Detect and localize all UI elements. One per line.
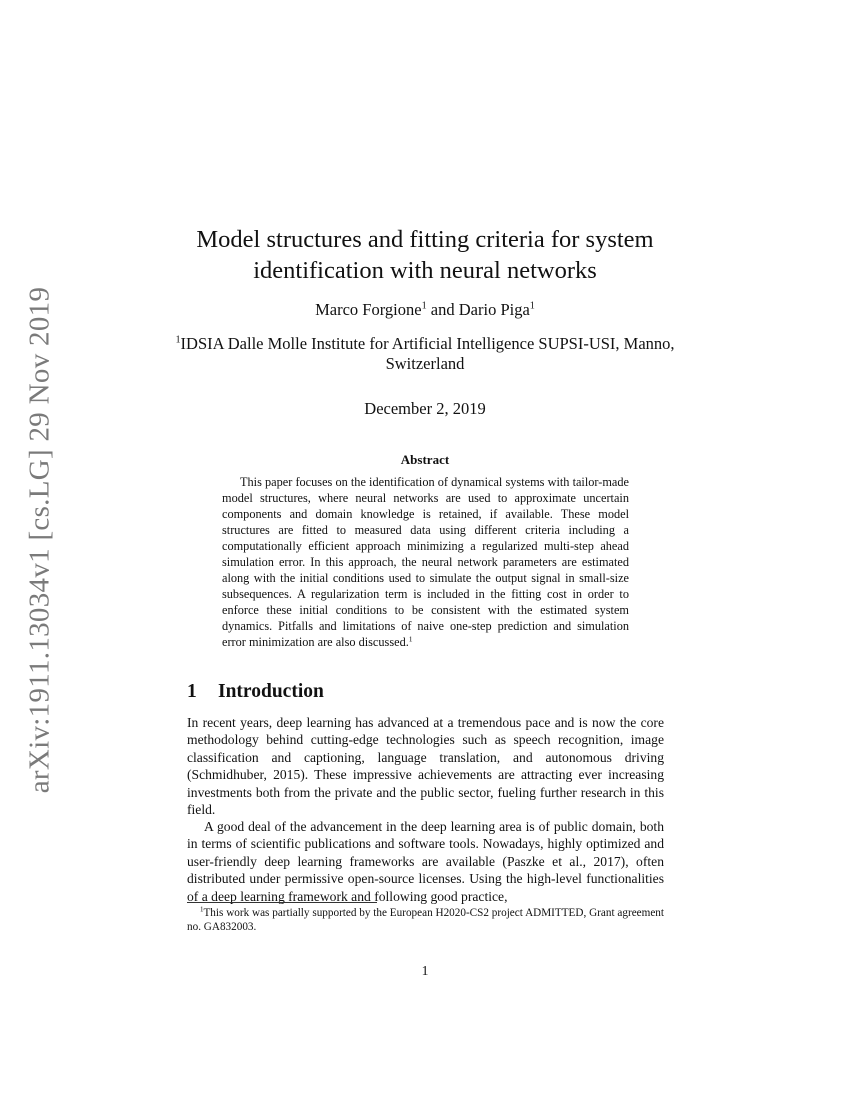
footnote-rule [187, 902, 377, 903]
abstract-body-text: This paper focuses on the identification of dynamical systems with tailor-made model structures, where neural networks are used to approximate uncertain components and domain knowledge is retained, if available. These model structures are fitted to measured data using different criteria including a computationally efficient approach minimizing a regularized multi-step ahead simulation error. In this approach, the neural network parameters are estimated along with the initial conditions used to simulate the output signal in small-size subsequences. A regularization term is included in the fitting cost in order to enforce these initial conditions to be consistent with the estimated system dynamics. Pitfalls and limitations of naive one-step prediction and simulation error minimization are also discussed. [222, 475, 629, 649]
footnote-text: This work was partially supported by the European H2020-CS2 project ADMITTED, Grant agreement no. GA832003. [187, 907, 664, 933]
paper-title: Model structures and fitting criteria for system identification with neural networks [196, 226, 654, 284]
arxiv-identifier-stamp [20, 286, 60, 794]
intro-paragraph-2: A good deal of the advancement in the deep learning area is of public domain, both in terms of scientific publications and software tools. Nowadays, highly optimized and user-friendly deep learning frameworks are available (Paszke et al., 2017), often distributed under permissive open-source licenses. Using the high-level functionalities of a deep learning framework and following good practice, [187, 819, 664, 904]
paper-date: December 2, 2019 [364, 399, 486, 418]
affiliation-text: IDSIA Dalle Molle Institute for Artificial Intelligence SUPSI-USI, Manno, Switzerland [180, 334, 675, 373]
abstract-footnote-mark: 1 [408, 634, 413, 644]
intro-paragraph-1: In recent years, deep learning has advanced at a tremendous pace and is now the core methodology behind cutting-edge technologies such as speech recognition, image classification and captioning, language translation, and autonomous driving (Schmidhuber, 2015). These impressive achievements are attracting ever increasing investments both from the private and the public sector, fueling further research in this field. [187, 715, 664, 818]
section-title: Introduction [218, 681, 324, 702]
author-affiliation [150, 334, 700, 374]
footnote-mark: 1 [200, 905, 204, 914]
author-name-2: Dario Piga [458, 300, 530, 319]
section-heading-introduction [187, 680, 324, 704]
author-affiliation-mark-2: 1 [529, 300, 535, 312]
author-connector: and [426, 300, 459, 319]
section-number: 1 [187, 681, 197, 702]
page-number: 1 [421, 963, 429, 978]
author-name-1: Marco Forgione [315, 300, 422, 319]
abstract-heading: Abstract [400, 452, 450, 467]
author-line [150, 300, 700, 320]
footnote [187, 906, 664, 934]
abstract-text [222, 474, 629, 650]
affiliation-mark: 1 [175, 334, 181, 346]
arxiv-identifier-text: arXiv:1911.13034v1 [cs.LG] 29 Nov 2019 [23, 286, 56, 794]
author-affiliation-mark-1: 1 [421, 300, 427, 312]
